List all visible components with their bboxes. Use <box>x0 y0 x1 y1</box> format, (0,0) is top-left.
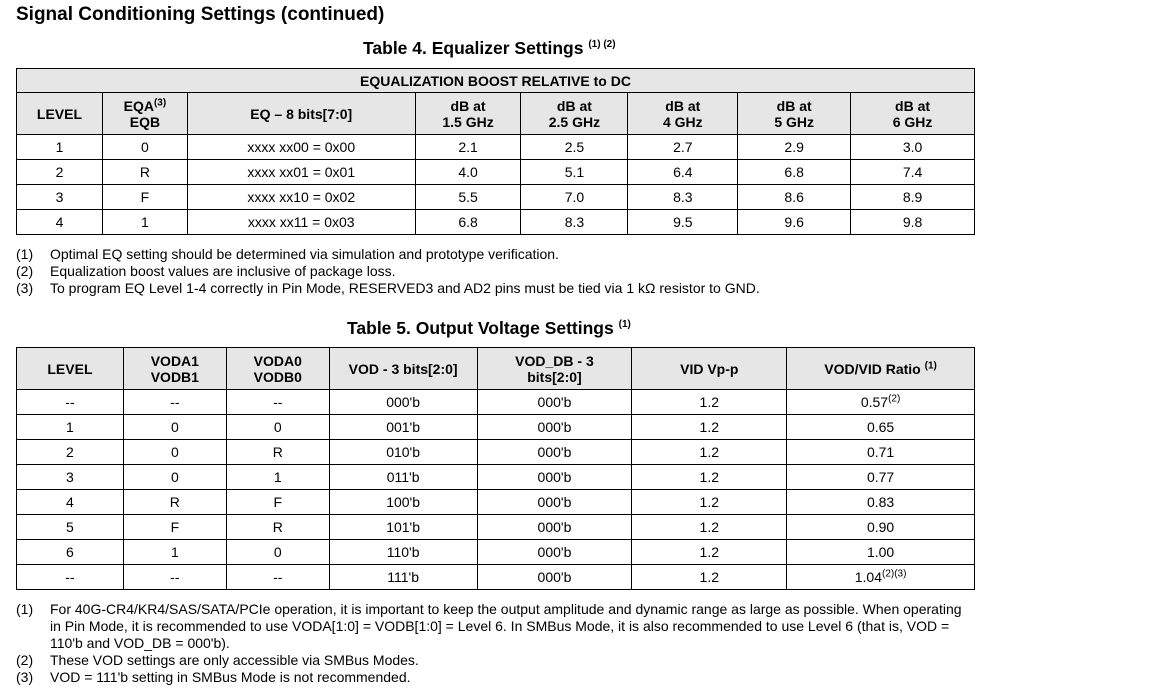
cell-ratio-ref: (2) <box>888 393 901 405</box>
cell-vid: 1.2 <box>632 490 787 515</box>
cell-db-2-5ghz: 2.5 <box>521 135 628 160</box>
col-db-5ghz <box>738 93 851 135</box>
table-row <box>17 565 975 590</box>
cell-vod-db: 000'b <box>477 440 632 465</box>
col-vod-db-bits <box>477 348 632 390</box>
cell-db-4ghz: 2.7 <box>628 135 738 160</box>
cell-vod: 011'b <box>329 465 477 490</box>
cell-level: 4 <box>17 210 103 235</box>
cell-eq-bits: xxxx xx10 = 0x02 <box>187 185 415 210</box>
cell-ratio <box>787 390 975 415</box>
footnote-text: Optimal EQ setting should be determined via simulation and prototype verification. <box>50 246 559 262</box>
cell-vod-db: 000'b <box>477 540 632 565</box>
cell-voda0: F <box>226 490 329 515</box>
cell-ratio-ref: (2)(3) <box>881 568 907 580</box>
cell-voda1: -- <box>123 565 226 590</box>
footnote-text: These VOD settings are only accessible via SMBus Modes. <box>50 652 419 668</box>
col-eqa-label: EQA <box>123 97 154 114</box>
col-db4-line2: 5 GHz <box>774 113 814 130</box>
cell-db-1-5ghz: 6.8 <box>415 210 521 235</box>
cell-vid: 1.2 <box>632 440 787 465</box>
cell-vid: 1.2 <box>632 415 787 440</box>
table-row <box>17 540 975 565</box>
col-db-2-5ghz <box>521 93 628 135</box>
cell-ratio: 0.77 <box>787 465 975 490</box>
cell-level: 6 <box>17 540 124 565</box>
col-vod-bits: VOD - 3 bits[2:0] <box>329 348 477 390</box>
footnote-number: (2) <box>16 652 34 668</box>
footnote-number: (3) <box>16 669 34 685</box>
cell-voda1: 0 <box>123 465 226 490</box>
footnote-number: (1) <box>16 601 34 617</box>
table-row <box>17 465 975 490</box>
footnote-number: (1) <box>16 246 34 262</box>
cell-level: 4 <box>17 490 124 515</box>
cell-vod: 001'b <box>329 415 477 440</box>
col-vod-vid-ratio <box>787 348 975 390</box>
cell-voda0: -- <box>226 390 329 415</box>
col-vodb1-label: VODB1 <box>150 368 199 385</box>
col-eqa-ref: (3) <box>153 96 167 108</box>
col-vodb0-label: VODB0 <box>253 368 302 385</box>
table5-title-refs: (1) <box>618 319 631 331</box>
cell-level: -- <box>17 565 124 590</box>
cell-db-2-5ghz: 8.3 <box>521 210 628 235</box>
cell-level: 3 <box>17 465 124 490</box>
footnote <box>16 652 976 669</box>
cell-voda0: 0 <box>226 540 329 565</box>
footnote-number: (3) <box>16 280 34 296</box>
group-header: EQUALIZATION BOOST RELATIVE to DC <box>17 69 975 93</box>
col-voda1-label: VODA1 <box>150 352 199 369</box>
col-db4-line1: dB at <box>776 97 812 114</box>
cell-voda1: -- <box>123 390 226 415</box>
cell-ratio: 0.90 <box>787 515 975 540</box>
table-row <box>17 490 975 515</box>
footnote-text: Equalization boost values are inclusive of package loss. <box>50 263 396 279</box>
col-level: LEVEL <box>17 93 103 135</box>
cell-db-6ghz: 3.0 <box>851 135 975 160</box>
col-voda0-vodb0 <box>226 348 329 390</box>
col-eqa-eqb <box>102 93 187 135</box>
cell-vid: 1.2 <box>632 540 787 565</box>
col-voda0-label: VODA0 <box>253 352 302 369</box>
table4-footnotes <box>16 246 1136 297</box>
footnote-text: For 40G-CR4/KR4/SAS/SATA/PCIe operation, it is important to keep the output amplitude and dynamic range as large as possible. When operating in Pin Mode, it is recommended to use VODA[1:0] = VODB[1:0] = Level 6. In SMBus Mode, it is also recommended to use Level 6 (that is, VOD = 110'b and VOD_DB = 000'b). <box>50 601 962 651</box>
col-db5-line1: dB at <box>895 97 931 114</box>
footnote <box>16 601 976 652</box>
footnote-number: (2) <box>16 263 34 279</box>
table4-title <box>363 38 616 59</box>
col-eqb-label: EQB <box>129 113 161 130</box>
col-db2-line2: 2.5 GHz <box>548 113 601 130</box>
footnote <box>16 263 1136 280</box>
cell-vod: 000'b <box>329 390 477 415</box>
footnote <box>16 669 976 686</box>
cell-vod: 010'b <box>329 440 477 465</box>
cell-level: 3 <box>17 185 103 210</box>
cell-db-6ghz: 9.8 <box>851 210 975 235</box>
cell-level: 2 <box>17 440 124 465</box>
cell-level: 5 <box>17 515 124 540</box>
cell-eq-bits: xxxx xx01 = 0x01 <box>187 160 415 185</box>
cell-vod-db: 000'b <box>477 490 632 515</box>
col-ratio-ref: (1) <box>924 359 937 371</box>
cell-eqab: R <box>102 160 187 185</box>
table-row <box>17 415 975 440</box>
cell-db-6ghz: 7.4 <box>851 160 975 185</box>
cell-vod-db: 000'b <box>477 390 632 415</box>
col-db-4ghz <box>628 93 738 135</box>
cell-db-1-5ghz: 4.0 <box>415 160 521 185</box>
section-title: Signal Conditioning Settings (continued) <box>16 4 385 25</box>
cell-voda1: F <box>123 515 226 540</box>
cell-eqab: 0 <box>102 135 187 160</box>
table5-footnotes <box>16 601 976 686</box>
col-vid: VID Vp-p <box>632 348 787 390</box>
cell-vod: 101'b <box>329 515 477 540</box>
footnote <box>16 246 1136 263</box>
cell-level: 1 <box>17 135 103 160</box>
cell-ratio: 0.65 <box>787 415 975 440</box>
cell-db-5ghz: 8.6 <box>738 185 851 210</box>
cell-voda0: 1 <box>226 465 329 490</box>
cell-vid: 1.2 <box>632 465 787 490</box>
table-row <box>17 160 975 185</box>
cell-level: 2 <box>17 160 103 185</box>
footnote-text: To program EQ Level 1-4 correctly in Pin Mode, RESERVED3 and AD2 pins must be tied via 1 kΩ resistor to GND. <box>50 280 760 296</box>
table4-title-refs: (1) (2) <box>588 39 616 51</box>
cell-db-5ghz: 6.8 <box>738 160 851 185</box>
table-row <box>17 210 975 235</box>
cell-vod: 100'b <box>329 490 477 515</box>
cell-db-2-5ghz: 7.0 <box>521 185 628 210</box>
cell-db-4ghz: 6.4 <box>628 160 738 185</box>
col-db1-line1: dB at <box>450 97 486 114</box>
cell-ratio: 1.00 <box>787 540 975 565</box>
cell-db-1-5ghz: 5.5 <box>415 185 521 210</box>
table-row <box>17 440 975 465</box>
cell-ratio: 0.83 <box>787 490 975 515</box>
cell-vod-db: 000'b <box>477 565 632 590</box>
col-voda1-vodb1 <box>123 348 226 390</box>
cell-vod: 110'b <box>329 540 477 565</box>
col-ratio-label: VOD/VID Ratio <box>824 360 921 377</box>
cell-db-4ghz: 8.3 <box>628 185 738 210</box>
cell-voda1: 0 <box>123 440 226 465</box>
equalizer-settings-table <box>16 68 975 235</box>
cell-vid: 1.2 <box>632 390 787 415</box>
col-db5-line2: 6 GHz <box>892 113 933 130</box>
cell-vid: 1.2 <box>632 515 787 540</box>
cell-ratio <box>787 565 975 590</box>
footnote <box>16 280 1136 297</box>
cell-level: 1 <box>17 415 124 440</box>
cell-voda1: 1 <box>123 540 226 565</box>
cell-vod-db: 000'b <box>477 465 632 490</box>
cell-voda1: 0 <box>123 415 226 440</box>
cell-voda0: -- <box>226 565 329 590</box>
cell-vid: 1.2 <box>632 565 787 590</box>
col-db-1-5ghz <box>415 93 521 135</box>
cell-eq-bits: xxxx xx11 = 0x03 <box>187 210 415 235</box>
col-db-6ghz <box>851 93 975 135</box>
cell-eqab: F <box>102 185 187 210</box>
col-level: LEVEL <box>17 348 124 390</box>
cell-db-6ghz: 8.9 <box>851 185 975 210</box>
footnote-text: VOD = 111'b setting in SMBus Mode is not recommended. <box>50 669 411 685</box>
cell-db-4ghz: 9.5 <box>628 210 738 235</box>
cell-voda0: R <box>226 440 329 465</box>
cell-db-5ghz: 9.6 <box>738 210 851 235</box>
cell-ratio-value: 0.57 <box>860 394 889 410</box>
cell-vod-db: 000'b <box>477 415 632 440</box>
table-row <box>17 515 975 540</box>
cell-db-1-5ghz: 2.1 <box>415 135 521 160</box>
table-row <box>17 390 975 415</box>
cell-level: -- <box>17 390 124 415</box>
col-voddb-line2: bits[2:0] <box>527 368 582 385</box>
cell-voda1: R <box>123 490 226 515</box>
table5-title <box>347 318 631 339</box>
cell-db-5ghz: 2.9 <box>738 135 851 160</box>
col-eq-bits: EQ – 8 bits[7:0] <box>187 93 415 135</box>
col-voddb-line1: VOD_DB - 3 <box>515 352 594 369</box>
cell-vod-db: 000'b <box>477 515 632 540</box>
table5-title-text: Table 5. Output Voltage Settings <box>347 318 614 338</box>
cell-eq-bits: xxxx xx00 = 0x00 <box>187 135 415 160</box>
cell-db-2-5ghz: 5.1 <box>521 160 628 185</box>
cell-eqab: 1 <box>102 210 187 235</box>
output-voltage-settings-table <box>16 347 975 590</box>
col-db2-line1: dB at <box>556 97 592 114</box>
table-row <box>17 185 975 210</box>
col-db1-line2: 1.5 GHz <box>442 113 494 130</box>
col-db3-line1: dB at <box>665 97 701 114</box>
cell-voda0: 0 <box>226 415 329 440</box>
table-row <box>17 135 975 160</box>
cell-vod: 111'b <box>329 565 477 590</box>
table4-title-text: Table 4. Equalizer Settings <box>363 38 584 58</box>
cell-ratio: 0.71 <box>787 440 975 465</box>
cell-voda0: R <box>226 515 329 540</box>
col-db3-line2: 4 GHz <box>662 113 703 130</box>
cell-ratio-value: 1.04 <box>854 569 882 585</box>
